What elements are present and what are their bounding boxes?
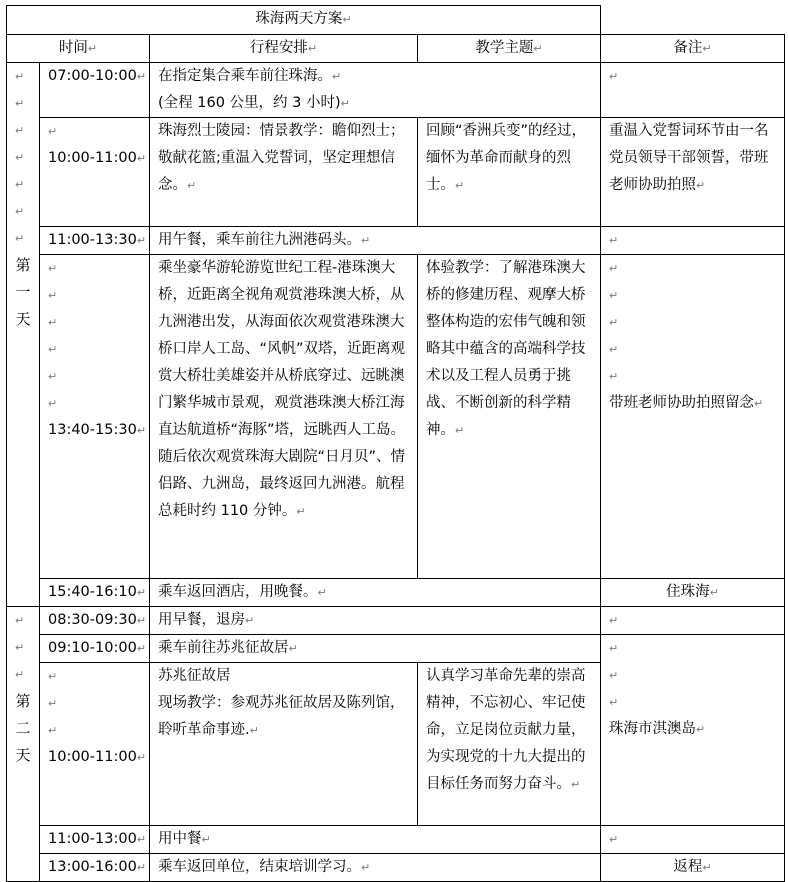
paragraph-mark-icon: ↵ — [201, 833, 211, 846]
paragraph-mark-icon: ↵ — [15, 178, 25, 191]
note-text: 住珠海 — [666, 584, 710, 600]
paragraph-mark-icon: ↵ — [136, 833, 147, 846]
schedule-text: 珠海烈士陵园：情景教学：瞻仰烈士；敬献花篮;重温入党誓词，坚定理想信念。 — [158, 123, 405, 193]
paragraph-mark-icon: ↵ — [15, 205, 25, 218]
theme-cell — [418, 255, 601, 579]
day1-char-3: 天 — [15, 310, 31, 328]
paragraph-mark-icon: ↵ — [609, 234, 619, 247]
paragraph-mark-icon: ↵ — [136, 614, 147, 627]
paragraph-mark-icon: ↵ — [48, 397, 58, 410]
table-row — [7, 635, 785, 663]
time-value: 15:40-16:10 — [48, 584, 137, 600]
day2-char-1: 第 — [15, 692, 31, 710]
header-row — [7, 35, 785, 63]
time-cell — [40, 663, 150, 826]
paragraph-mark-icon: ↵ — [332, 70, 342, 83]
time-cell — [40, 118, 150, 227]
schedule-text: 苏兆征故居 — [158, 668, 231, 684]
header-notes — [601, 35, 785, 63]
paragraph-mark-icon: ↵ — [245, 614, 255, 627]
header-time — [7, 35, 150, 63]
schedule-cell — [150, 255, 418, 579]
theme-cell — [418, 118, 601, 227]
paragraph-mark-icon: ↵ — [609, 262, 619, 275]
paragraph-mark-icon: ↵ — [15, 232, 25, 245]
time-cell — [40, 635, 150, 663]
schedule-cell — [150, 854, 601, 882]
note-text: 返程 — [673, 859, 703, 875]
note-cell — [601, 255, 785, 579]
paragraph-mark-icon: ↵ — [136, 861, 147, 874]
day1-char-1: 第 — [15, 256, 31, 274]
time-value: 11:00-13:30 — [48, 232, 137, 248]
paragraph-mark-icon: ↵ — [136, 642, 147, 655]
note-cell — [601, 118, 785, 227]
note-text: 重温入党誓词环节由一名党员领导干部领誓，带班老师协助拍照 — [609, 123, 769, 193]
time-value: 13:00-16:00 — [48, 859, 137, 875]
schedule-text: 现场教学：参观苏兆征故居及陈列馆，聆听革命事迹. — [158, 695, 405, 738]
time-value: 11:00-13:00 — [48, 831, 137, 847]
note-text: 珠海市淇澳岛 — [609, 721, 697, 737]
time-value: 13:40-15:30 — [48, 422, 137, 438]
paragraph-mark-icon: ↵ — [340, 97, 350, 110]
time-cell — [40, 579, 150, 607]
paragraph-mark-icon: ↵ — [609, 289, 619, 302]
schedule-text: 用早餐，退房 — [158, 612, 245, 628]
paragraph-mark-icon: ↵ — [48, 289, 58, 302]
paragraph-mark-icon: ↵ — [136, 234, 147, 247]
paragraph-mark-icon: ↵ — [754, 397, 764, 410]
schedule-text: 乘车返回酒店，用晚餐。 — [158, 584, 318, 600]
schedule-cell — [150, 635, 601, 663]
itinerary-document — [6, 5, 784, 882]
note-cell — [601, 826, 785, 854]
paragraph-mark-icon: ↵ — [48, 724, 58, 737]
paragraph-mark-icon: ↵ — [187, 179, 197, 192]
time-cell — [40, 607, 150, 635]
table-row — [7, 118, 785, 227]
schedule-cell — [150, 118, 418, 227]
paragraph-mark-icon: ↵ — [609, 696, 619, 709]
schedule-line — [158, 663, 409, 690]
schedule-line — [158, 690, 409, 744]
paragraph-mark-icon: ↵ — [455, 424, 465, 437]
paragraph-mark-icon: ↵ — [609, 669, 619, 682]
paragraph-mark-icon: ↵ — [696, 179, 706, 192]
day1-char-2: 一 — [15, 283, 31, 301]
paragraph-mark-icon: ↵ — [609, 614, 619, 627]
paragraph-mark-icon: ↵ — [15, 614, 25, 627]
paragraph-mark-icon: ↵ — [249, 724, 259, 737]
paragraph-mark-icon: ↵ — [609, 343, 619, 356]
paragraph-mark-icon: ↵ — [702, 861, 712, 874]
note-cell — [601, 63, 785, 118]
schedule-text: 用中餐 — [158, 831, 202, 847]
time-value: 07:00-10:00 — [48, 68, 137, 84]
paragraph-mark-icon: ↵ — [48, 370, 58, 383]
paragraph-mark-icon: ↵ — [15, 124, 25, 137]
schedule-cell — [150, 826, 601, 854]
paragraph-mark-icon: ↵ — [317, 586, 327, 599]
paragraph-mark-icon: ↵ — [696, 723, 706, 736]
schedule-text: 用午餐，乘车前往九洲港码头。 — [158, 232, 361, 248]
time-cell — [40, 255, 150, 579]
table-row — [7, 63, 785, 118]
header-notes-label: 备注 — [673, 40, 703, 56]
header-schedule-label: 行程安排 — [249, 40, 308, 56]
paragraph-mark-icon: ↵ — [533, 42, 543, 55]
time-value: 08:30-09:30 — [48, 612, 137, 628]
time-cell — [40, 854, 150, 882]
paragraph-mark-icon: ↵ — [296, 505, 306, 518]
paragraph-mark-icon: ↵ — [48, 697, 58, 710]
time-value: 09:10-10:00 — [48, 640, 137, 656]
paragraph-mark-icon: ↵ — [15, 668, 25, 681]
paragraph-mark-icon: ↵ — [136, 424, 147, 437]
table-row — [7, 607, 785, 635]
paragraph-mark-icon: ↵ — [455, 179, 465, 192]
paragraph-mark-icon: ↵ — [361, 234, 371, 247]
header-theme-label: 教学主题 — [475, 40, 534, 56]
header-time-label: 时间 — [58, 40, 88, 56]
day1-label-cell — [7, 63, 40, 607]
table-row — [7, 579, 785, 607]
schedule-cell — [150, 63, 601, 118]
paragraph-mark-icon: ↵ — [136, 152, 147, 165]
theme-text: 体验教学：了解港珠澳大桥的修建历程、观摩大桥整体构造的宏伟气魄和领略其中蕴含的高端科学技术以及工程人员勇于挑战、不断创新的科学精神。 — [426, 260, 586, 438]
time-cell — [40, 227, 150, 255]
theme-text: 回顾“香洲兵变”的经过，缅怀为革命而献身的烈士。 — [426, 123, 587, 193]
time-cell — [40, 826, 150, 854]
schedule-text: 乘车返回单位，结束培训学习。 — [158, 859, 361, 875]
paragraph-mark-icon: ↵ — [48, 316, 58, 329]
paragraph-mark-icon: ↵ — [702, 42, 712, 55]
header-theme — [418, 35, 601, 63]
schedule-cell — [150, 227, 601, 255]
header-schedule — [150, 35, 418, 63]
paragraph-mark-icon: ↵ — [342, 13, 352, 26]
schedule-text: (全程 160 公里，约 3 小时) — [158, 95, 341, 111]
paragraph-mark-icon: ↵ — [48, 262, 58, 275]
paragraph-mark-icon: ↵ — [609, 642, 619, 655]
note-cell — [601, 607, 785, 635]
schedule-cell — [150, 579, 601, 607]
paragraph-mark-icon: ↵ — [15, 151, 25, 164]
title-row-blank — [601, 6, 785, 35]
paragraph-mark-icon: ↵ — [136, 70, 147, 83]
title-row — [7, 6, 785, 35]
table-row — [7, 255, 785, 579]
table-row — [7, 227, 785, 255]
time-value: 10:00-11:00 — [48, 150, 137, 166]
schedule-text: 乘坐豪华游轮游览世纪工程-港珠澳大桥，近距离全视角观赏港珠澳大桥，从九洲港出发，从海面依次观赏港珠澳大桥口岸人工岛、“风帆”双塔，近距离观赏大桥壮美雄姿并从桥底穿过、远眺澳门繁华城市景观，观赏港珠澳大桥江海直达航道桥“海豚”塔，远眺西人工岛。随后依次观赏珠海大剧院“日月贝”、情侣路、九洲岛，最终返回九洲港。航程总耗时约 110 分钟。 — [158, 260, 406, 519]
theme-cell — [418, 663, 601, 826]
paragraph-mark-icon: ↵ — [709, 586, 719, 599]
day2-char-2: 二 — [15, 719, 31, 737]
schedule-line — [158, 90, 592, 117]
note-cell — [601, 227, 785, 255]
paragraph-mark-icon: ↵ — [15, 70, 25, 83]
table-row — [7, 854, 785, 882]
schedule-line — [158, 63, 592, 90]
paragraph-mark-icon: ↵ — [609, 316, 619, 329]
time-value: 10:00-11:00 — [48, 749, 137, 765]
paragraph-mark-icon: ↵ — [136, 751, 147, 764]
schedule-cell — [150, 607, 601, 635]
itinerary-table — [6, 5, 785, 882]
time-cell — [40, 63, 150, 118]
paragraph-mark-icon: ↵ — [87, 42, 98, 55]
day2-char-3: 天 — [15, 746, 31, 764]
paragraph-mark-icon: ↵ — [48, 343, 58, 356]
paragraph-mark-icon: ↵ — [48, 670, 58, 683]
paragraph-mark-icon: ↵ — [571, 778, 581, 791]
paragraph-mark-icon: ↵ — [307, 42, 318, 55]
paragraph-mark-icon: ↵ — [609, 833, 619, 846]
paragraph-mark-icon: ↵ — [361, 861, 371, 874]
day2-label-cell — [7, 607, 40, 882]
paragraph-mark-icon: ↵ — [15, 97, 25, 110]
paragraph-mark-icon: ↵ — [609, 370, 619, 383]
schedule-cell — [150, 663, 418, 826]
paragraph-mark-icon: ↵ — [15, 641, 25, 654]
note-cell — [601, 635, 785, 826]
paragraph-mark-icon: ↵ — [136, 586, 147, 599]
note-cell — [601, 854, 785, 882]
paragraph-mark-icon: ↵ — [48, 125, 58, 138]
document-title-cell — [7, 6, 601, 35]
note-text: 带班老师协助拍照留念 — [609, 395, 755, 411]
table-row — [7, 826, 785, 854]
note-cell — [601, 579, 785, 607]
theme-text: 认真学习革命先辈的崇高精神，不忘初心、牢记使命，立足岗位贡献力量，为实现党的十九大提出的目标任务而努力奋斗。 — [426, 668, 586, 792]
document-title: 珠海两天方案 — [255, 11, 343, 27]
schedule-text: 在指定集合乘车前往珠海。 — [158, 68, 332, 84]
schedule-text: 乘车前往苏兆征故居 — [158, 640, 289, 656]
paragraph-mark-icon: ↵ — [288, 642, 298, 655]
paragraph-mark-icon: ↵ — [609, 70, 619, 83]
